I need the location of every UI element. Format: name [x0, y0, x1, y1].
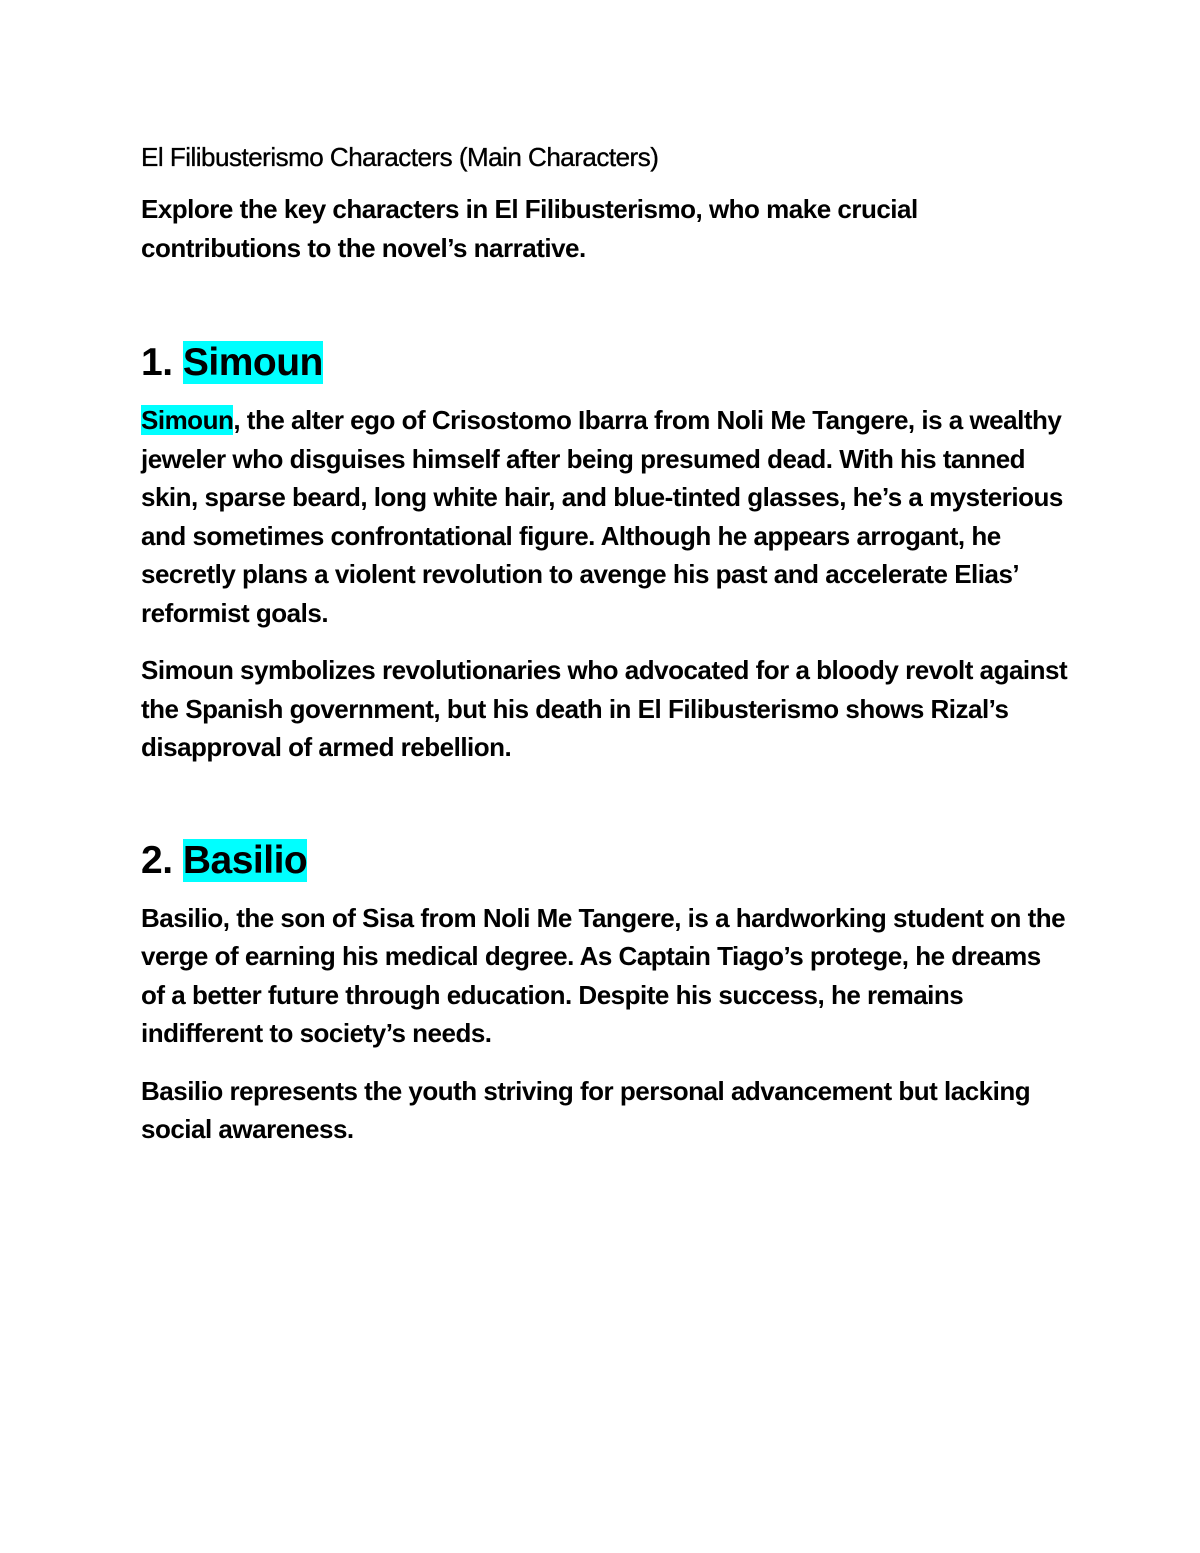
highlighted-name-simoun-inline: Simoun: [141, 405, 234, 435]
simoun-description-text: , the alter ego of Crisostomo Ibarra from Noli Me Tangere, is a wealthy jeweler who disguises himself after being presumed dead. With his tanned skin, sparse beard, long white hair, and blue-tinted glasses, he’s a mysterious and sometimes confrontational figure. Although he appears arrogant, he secretly plans a violent revolution to avenge his past and accelerate Elias’ reformist goals.: [141, 405, 1063, 628]
section-number: 1.: [141, 341, 173, 384]
basilio-symbolism-paragraph: Basilio represents the youth striving for personal advancement but lacking social awareness.: [141, 1075, 1031, 1144]
document-page: [141, 134, 1071, 1149]
intro-paragraph: Explore the key characters in El Filibusterismo, who make crucial contributions to the novel’s narrative.: [141, 194, 918, 263]
section-number: 2.: [141, 838, 173, 882]
simoun-symbolism-paragraph: Simoun symbolizes revolutionaries who advocated for a bloody revolt against the Spanish government, but his death in El Filibusterismo shows Rizal’s disapproval of armed rebellion.: [141, 655, 1068, 762]
section-heading-simoun: [141, 341, 1071, 384]
highlighted-name-basilio: Basilio: [182, 838, 308, 882]
simoun-description-paragraph: [141, 401, 1071, 632]
highlighted-name-simoun: Simoun: [182, 341, 323, 384]
basilio-description-paragraph: Basilio, the son of Sisa from Noli Me Tangere, is a hardworking student on the verge of earning his medical degree. As Captain Tiago’s protege, he dreams of a better future through education. Despite his success, he remains indifferent to society’s needs.: [141, 902, 1066, 1048]
document-title: El Filibusterismo Characters (Main Characters): [141, 142, 659, 172]
section-heading-basilio: [141, 838, 1071, 882]
